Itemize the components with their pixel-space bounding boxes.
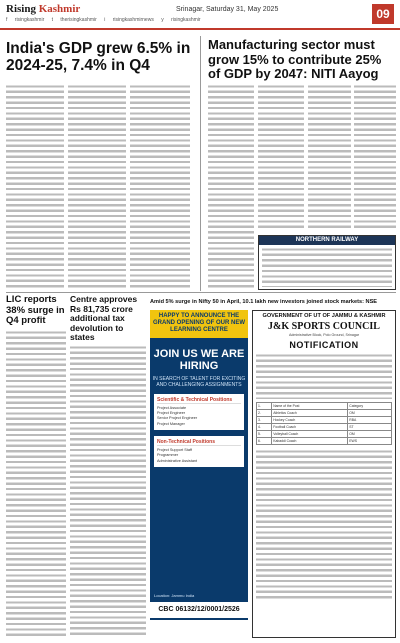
centre-headline: Centre approves Rs 81,735 crore additional tax devolution to states [70, 294, 138, 343]
position-item: Senior Project Engineer [157, 416, 198, 421]
position-item: Project Engineer [157, 411, 186, 416]
ad-subtitle: IN SEARCH OF TALENT FOR EXCITING AND CHALLENGING ASSIGNMENTS [152, 375, 246, 388]
page-number: 09 [372, 4, 394, 24]
position-item: Administrative Assistant [157, 458, 198, 463]
ad-join-title: JOIN US WE ARE HIRING [153, 347, 245, 372]
ad-cbc-code: CBC 06132/12/0001/2526 [150, 602, 248, 618]
table-row: 1. Name of the Post Category [257, 403, 392, 410]
lic-headline: LIC reports 38% surge in Q4 profit [6, 294, 65, 327]
gdp-body-col-1 [6, 84, 64, 290]
table-row: 4. Football Coach ST [257, 424, 392, 431]
gov-address: Administrative Block, Polo Ground, Srinagar [288, 333, 360, 337]
notice-title: NORTHERN RAILWAY [259, 236, 395, 245]
masthead [0, 0, 400, 30]
position-item: Project Support Staff [157, 448, 192, 452]
twitter-icon: t [51, 17, 55, 23]
non-technical-positions-box: Non-Technical Positions Project Support Staff Programmer Administrative Assistant [154, 436, 244, 467]
position-item: Project Manager [157, 421, 185, 426]
manufacturing-headline: Manufacturing sector must grow 15% to contribute 25% of GDP by 2047: NITI Aayog [208, 37, 382, 82]
gov-header: GOVERNMENT OF UT OF JAMMU & KASHMIR [262, 313, 386, 319]
northern-railway-notice [258, 235, 396, 290]
ad-top-banner: HAPPY TO ANNOUNCE THE GRAND OPENING OF OUR NEW LEARNING CENTRE [150, 310, 248, 338]
manufacturing-body-col-1 [208, 84, 254, 290]
ad-location: Location: Jammu India [154, 592, 195, 598]
posts-table [256, 402, 392, 445]
gov-department: J&K SPORTS COUNCIL [268, 321, 380, 332]
manufacturing-body-col-3 [308, 84, 351, 230]
position-item: Programmer [157, 453, 179, 458]
technical-positions-box: Scientific & Technical Positions Project Associate Project Engineer Senior Project Engineer Project Manager [154, 394, 244, 430]
youtube-icon: y [161, 17, 166, 23]
gdp-headline: India's GDP grew 6.5% in 2024-25, 7.4% in Q4 [6, 40, 191, 75]
table-row: 6. Kabaddi Coach EWS [257, 438, 392, 445]
table-row: 5. Volleyball Coach OM [257, 431, 392, 438]
dateline: Srinagar, Saturday 31, May 2025 [176, 6, 279, 13]
notification-title: NOTIFICATION [289, 340, 359, 350]
manufacturing-body-col-2 [258, 84, 304, 230]
gdp-body-col-3 [130, 84, 190, 290]
nse-headline: Amid 5% surge in Nifty 50 in April, 10.1 lakh new investors joined stock markets: NSE [150, 299, 378, 305]
gdp-body-col-2 [68, 84, 126, 290]
column-divider [200, 36, 201, 291]
social-handles: f risingkashmir t therisingkashmir i risingkashmirnews y risingkashmir [6, 17, 201, 23]
newspaper-logo: Rising Kashmir [6, 3, 81, 15]
hiring-advertisement [150, 310, 248, 620]
centre-body [70, 345, 146, 638]
lic-body [6, 330, 66, 638]
facebook-icon: f [6, 17, 9, 23]
table-row: 3. Hockey Coach RBA [257, 417, 392, 424]
position-item: Project Associate [157, 405, 187, 410]
manufacturing-body-col-4 [354, 84, 396, 230]
section-divider [6, 292, 396, 293]
table-row: 2. Athletics Coach OM [257, 410, 392, 417]
instagram-icon: i [104, 17, 107, 23]
government-notification [252, 310, 396, 638]
